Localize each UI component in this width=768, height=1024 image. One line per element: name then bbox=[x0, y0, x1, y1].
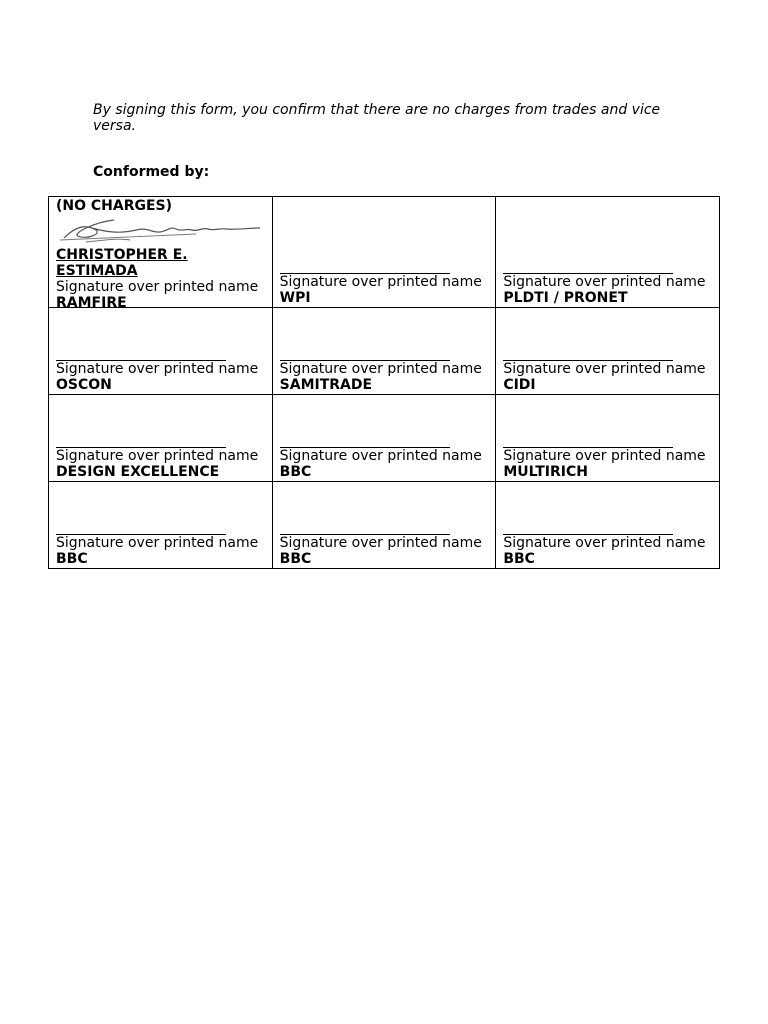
company-name: CIDI bbox=[503, 377, 536, 393]
company-name: BBC bbox=[279, 551, 312, 567]
signature-caption: Signature over printed name bbox=[56, 535, 259, 551]
company-name: WPI bbox=[279, 290, 311, 306]
company-name: BBC bbox=[56, 551, 88, 567]
signature-caption: Signature over printed name bbox=[279, 361, 482, 377]
confirmation-statement: By signing this form, you confirm that there are no charges from trades and vice versa. bbox=[93, 102, 661, 134]
signature-cell-ramfire bbox=[49, 197, 273, 308]
company-name: SAMITRADE bbox=[279, 377, 373, 393]
signature-caption: Signature over printed name bbox=[503, 274, 706, 290]
table-row bbox=[49, 308, 720, 395]
signature-caption: Signature over printed name bbox=[279, 448, 482, 464]
signature-caption: Signature over printed name bbox=[56, 279, 259, 295]
company-name: DESIGN EXCELLENCE bbox=[56, 464, 220, 480]
handwritten-signature bbox=[56, 216, 265, 246]
company-name: BBC bbox=[279, 464, 312, 480]
conformed-by-label: Conformed by: bbox=[93, 164, 210, 180]
signature-table bbox=[48, 196, 720, 569]
table-row bbox=[49, 197, 720, 308]
company-name: RAMFIRE bbox=[56, 295, 127, 308]
signature-cell-bbc bbox=[272, 482, 496, 569]
signature-caption: Signature over printed name bbox=[56, 361, 259, 377]
signature-caption: Signature over printed name bbox=[503, 535, 706, 551]
signature-cell-design-excellence bbox=[49, 395, 273, 482]
signature-cell-wpi bbox=[272, 197, 496, 308]
signature-cell-pldti-pronet bbox=[496, 197, 720, 308]
printed-name: CHRISTOPHER E. ESTIMADA bbox=[56, 247, 188, 279]
company-name: PLDTI / PRONET bbox=[503, 290, 628, 306]
company-name: MULTIRICH bbox=[503, 464, 588, 480]
signature-caption: Signature over printed name bbox=[56, 448, 259, 464]
table-row bbox=[49, 482, 720, 569]
signature-caption: Signature over printed name bbox=[503, 361, 706, 377]
signature-caption: Signature over printed name bbox=[279, 274, 482, 290]
signature-cell-bbc bbox=[496, 482, 720, 569]
table-row bbox=[49, 395, 720, 482]
signature-caption: Signature over printed name bbox=[279, 535, 482, 551]
signature-cell-multirich bbox=[496, 395, 720, 482]
signature-cell-samitrade bbox=[272, 308, 496, 395]
signature-caption: Signature over printed name bbox=[503, 448, 706, 464]
company-name: OSCON bbox=[56, 377, 112, 393]
no-charges-note: (NO CHARGES) bbox=[56, 198, 173, 214]
signature-cell-bbc bbox=[49, 482, 273, 569]
company-name: BBC bbox=[503, 551, 535, 567]
signature-cell-oscon bbox=[49, 308, 273, 395]
signature-cell-cidi bbox=[496, 308, 720, 395]
signature-cell-bbc bbox=[272, 395, 496, 482]
